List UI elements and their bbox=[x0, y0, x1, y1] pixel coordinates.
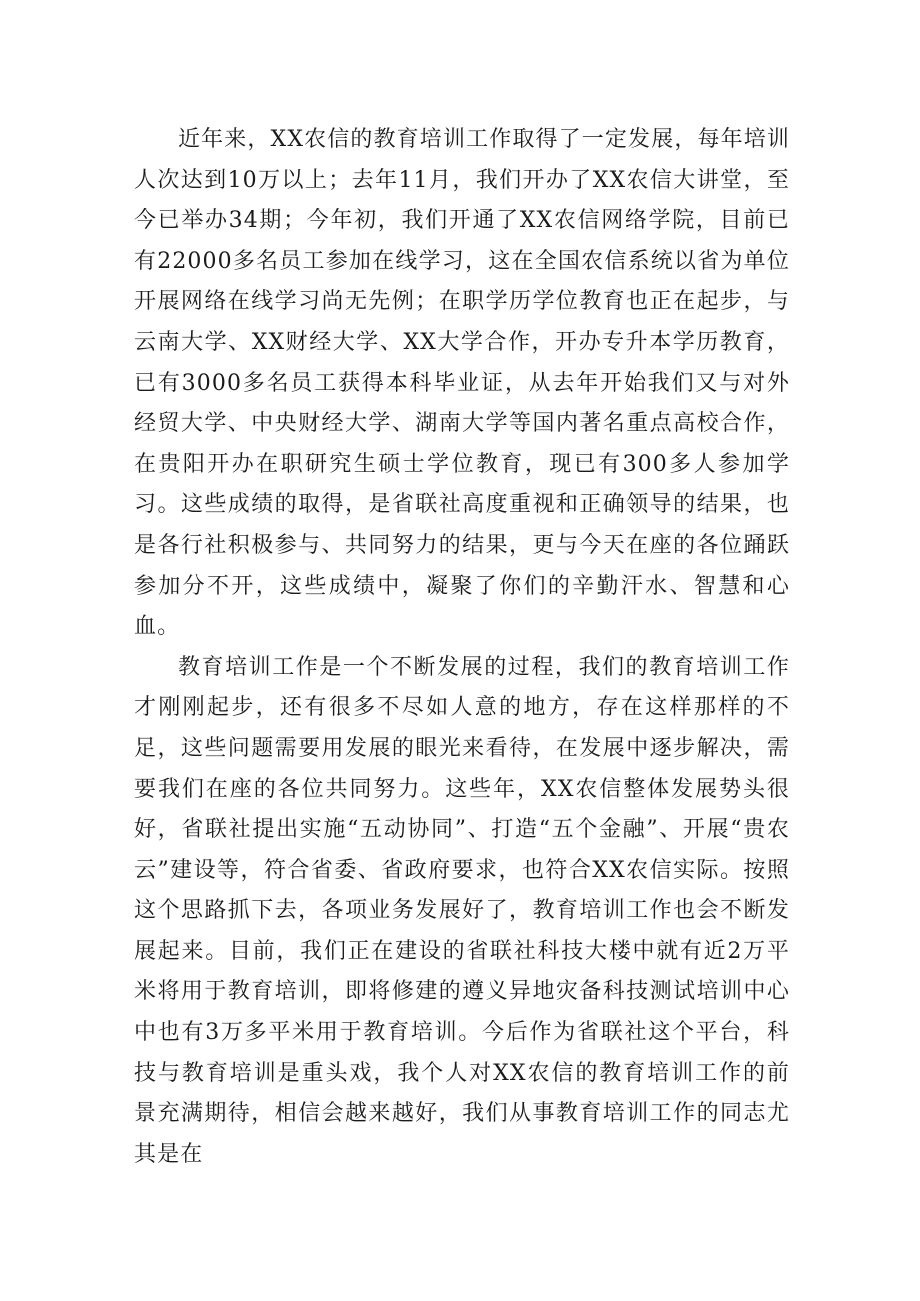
document-body bbox=[134, 120, 790, 1175]
paragraph-2: 教育培训工作是一个不断发展的过程，我们的教育培训工作才刚刚起步，还有很多不尽如人意的地方，存在这样那样的不足，这些问题需要用发展的眼光来看待，在发展中逐步解决，需要我们在座的各位共同努力。这些年，XX农信整体发展势头很好，省联社提出实施“五动协同”、打造“五个金融”、开展“贵农云”建设等，符合省委、省政府要求，也符合XX农信实际。按照这个思路抓下去，各项业务发展好了，教育培训工作也会不断发展起来。目前，我们正在建设的省联社科技大楼中就有近2万平米将用于教育培训，即将修建的遵义异地灾备科技测试培训中心中也有3万多平米用于教育培训。今后作为省联社这个平台，科技与教育培训是重头戏，我个人对XX农信的教育培训工作的前景充满期待，相信会越来越好，我们从事教育培训工作的同志尤其是在 bbox=[134, 654, 790, 1167]
paragraph-1: 近年来，XX农信的教育培训工作取得了一定发展，每年培训人次达到10万以上；去年11月，我们开办了XX农信大讲堂，至今已举办34期；今年初，我们开通了XX农信网络学院，目前已有22000多名员工参加在线学习，这在全国农信系统以省为单位开展网络在线学习尚无先例；在职学历学位教育也正在起步，与云南大学、XX财经大学、XX大学合作，开办专升本学历教育，已有3000多名员工获得本科毕业证，从去年开始我们又与对外经贸大学、中央财经大学、湖南大学等国内著名重点高校合作，在贵阳开办在职研究生硕士学位教育，现已有300多人参加学习。这些成绩的取得，是省联社高度重视和正确领导的结果，也是各行社积极参与、共同努力的结果，更与今天在座的各位踊跃参加分不开，这些成绩中，凝聚了你们的辛勤汗水、智慧和心血。 bbox=[134, 127, 790, 640]
